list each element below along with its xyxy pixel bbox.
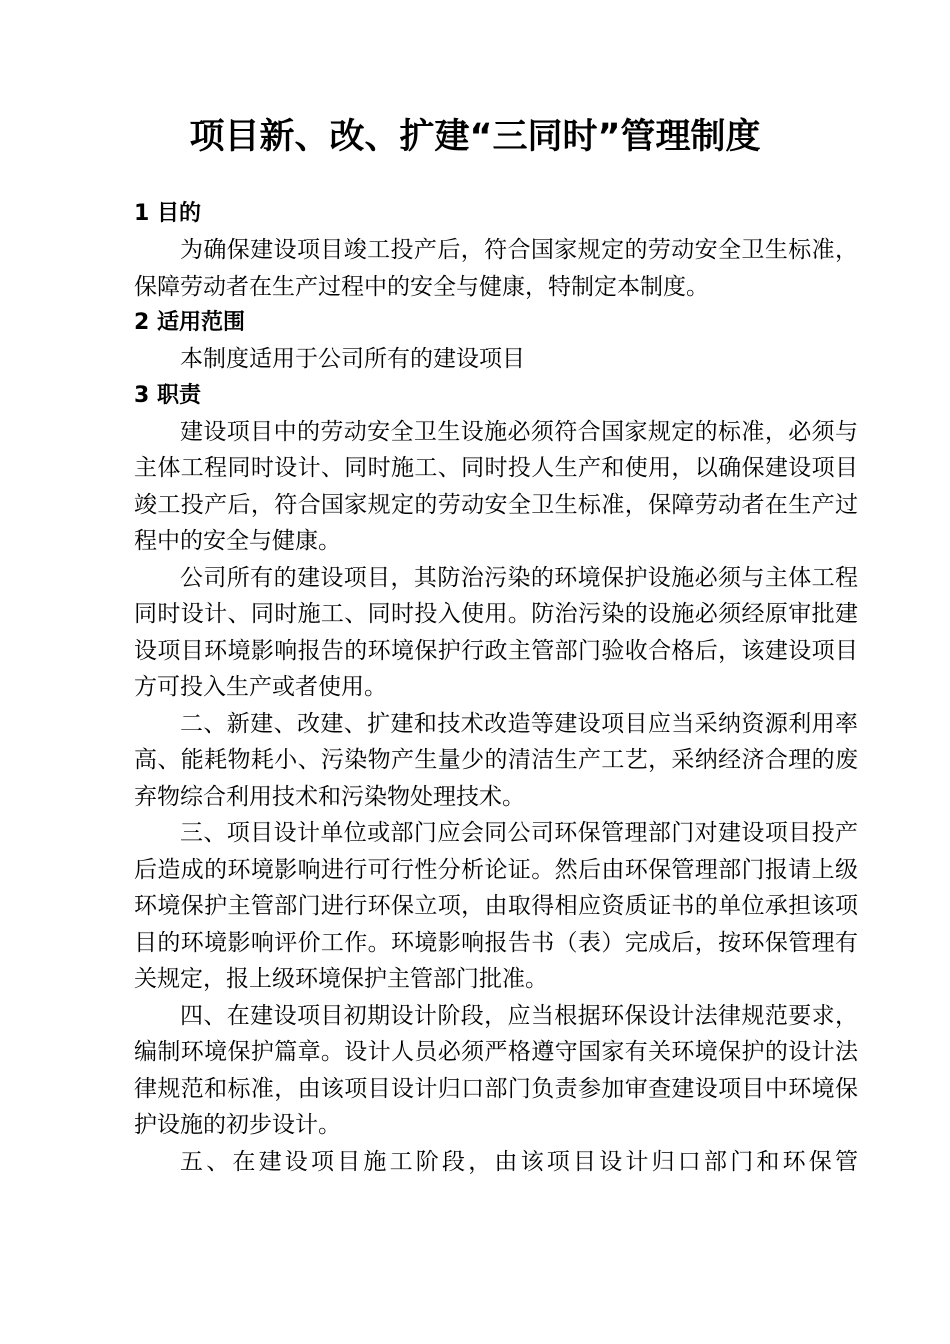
paragraph: 公司所有的建设项目，其防治污染的环境保护设施必须与主体工程同时设计、同时施工、同时投入使用。防治污染的设施必须经原审批建设项目环境影响报告的环境保护行政主管部门验收合格后，该建设项目方可投入生产或者使用。 xyxy=(134,564,858,700)
paragraph: 五、在建设项目施工阶段，由该项目设计归口部门和环保管 xyxy=(180,1148,858,1175)
section-responsibilities xyxy=(134,378,858,1181)
document-title: 项目新、改、扩建“三同时”管理制度 xyxy=(189,117,761,157)
paragraph: 建设项目中的劳动安全卫生设施必须符合国家规定的标准，必须与主体工程同时设计、同时施工、同时投人生产和使用，以确保建设项目竣工投产后，符合国家规定的劳动安全卫生标准，保障劳动者在生产过程中的安全与健康。 xyxy=(134,418,858,554)
document-body xyxy=(134,196,858,1180)
section-scope xyxy=(134,305,858,378)
paragraph: 三、项目设计单位或部门应会同公司环保管理部门对建设项目投产后造成的环境影响进行可行性分析论证。然后由环保管理部门报请上级环境保护主管部门进行环保立项，由取得相应资质证书的单位承担该项目的环境影响评价工作。环境影响报告书（表）完成后，按环保管理有关规定，报上级环境保护主管部门批准。 xyxy=(134,820,858,992)
section-heading: 1 目的 xyxy=(134,201,201,226)
section-heading: 3 职责 xyxy=(134,382,201,408)
paragraph: 本制度适用于公司所有的建设项目 xyxy=(180,346,525,372)
section-heading: 2 适用范围 xyxy=(134,310,245,335)
paragraph: 四、在建设项目初期设计阶段，应当根据环保设计法律规范要求，编制环境保护篇章。设计人员必须严格遵守国家有关环境保护的设计法律规范和标准，由该项目设计归口部门负责参加审查建设项目中环境保护设施的初步设计。 xyxy=(134,1002,858,1138)
paragraph: 二、新建、改建、扩建和技术改造等建设项目应当采纳资源利用率高、能耗物耗小、污染物产生量少的清洁生产工艺，采纳经济合理的废弃物综合利用技术和污染物处理技术。 xyxy=(134,710,858,810)
paragraph: 为确保建设项目竣工投产后，符合国家规定的劳动安全卫生标准，保障劳动者在生产过程中的安全与健康，特制定本制度。 xyxy=(134,237,858,300)
section-purpose xyxy=(134,196,858,305)
